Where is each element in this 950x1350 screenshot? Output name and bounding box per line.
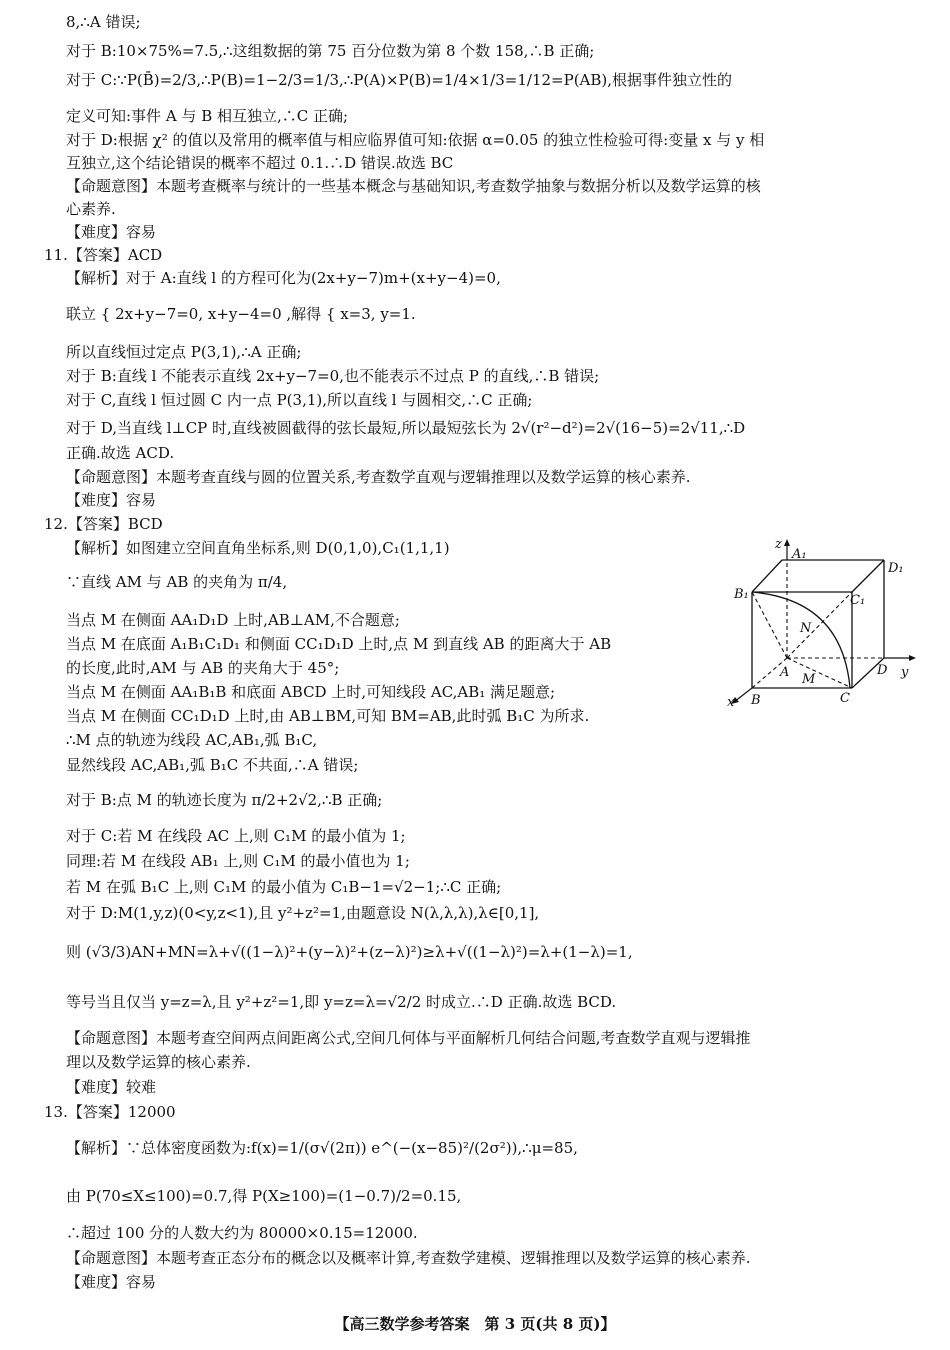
text-line: 若 M 在弧 B₁C 上,则 C₁M 的最小值为 C₁B−1=√2−1;∴C 正确; xyxy=(66,878,502,896)
page-footer: 【高三数学参考答案 第 3 页(共 8 页)】 xyxy=(334,1315,616,1333)
text-line: 【解析】如图建立空间直角坐标系,则 D(0,1,0),C₁(1,1,1) xyxy=(66,539,450,557)
text-line: 对于 B:直线 l 不能表示直线 2x+y−7=0,也不能表示不过点 P 的直线,∴B 错误; xyxy=(66,367,600,385)
figure-label: C₁ xyxy=(850,593,866,608)
text-line: 联立 { 2x+y−7=0, x+y−4=0 ,解得 { x=3, y=1. xyxy=(66,305,416,323)
text-line: 【解析】∵总体密度函数为:f(x)=1/(σ√(2π)) e^(−(x−85)²/(2σ²)),∴μ=85, xyxy=(66,1139,578,1157)
figure-label: B xyxy=(751,693,761,708)
text-line: ∵直线 AM 与 AB 的夹角为 π/4, xyxy=(66,573,288,591)
text-line: 【解析】对于 A:直线 l 的方程可化为(2x+y−7)m+(x+y−4)=0, xyxy=(66,269,501,287)
text-line: 则 (√3/3)AN+MN=λ+√((1−λ)²+(y−λ)²+(z−λ)²)≥λ+√((1−λ)²)=λ+(1−λ)=1, xyxy=(66,943,633,961)
figure-label: z xyxy=(775,537,782,552)
text-line: 显然线段 AC,AB₁,弧 B₁C 不共面,∴A 错误; xyxy=(66,756,359,774)
answer-heading: 12.【答案】BCD xyxy=(44,515,163,533)
text-line: 当点 M 在侧面 AA₁D₁D 上时,AB⊥AM,不合题意; xyxy=(66,611,400,629)
text-line: 对于 D:根据 χ² 的值以及常用的概率值与相应临界值可知:依据 α=0.05 的独立性检验可得:变量 x 与 y 相 xyxy=(66,131,765,149)
difficulty-line: 【难度】容易 xyxy=(66,1273,157,1291)
text-line: 由 P(70≤X≤100)=0.7,得 P(X≥100)=(1−0.7)/2=0.15, xyxy=(66,1187,462,1205)
difficulty-line: 【难度】容易 xyxy=(66,223,157,241)
cube-figure xyxy=(722,530,918,714)
intent-line: 【命题意图】本题考查空间两点间距离公式,空间几何体与平面解析几何结合问题,考查数学直观与逻辑推 xyxy=(66,1029,751,1047)
figure-label: y xyxy=(901,665,909,680)
figure-label: D xyxy=(877,663,888,678)
text-line: 对于 D:M(1,y,z)(0<y,z<1),且 y²+z²=1,由题意设 N(λ,λ,λ),λ∈[0,1], xyxy=(66,904,540,922)
text-line: 当点 M 在侧面 CC₁D₁D 上时,由 AB⊥BM,可知 BM=AB,此时弧 B₁C 为所求. xyxy=(66,707,590,725)
figure-label: D₁ xyxy=(888,561,904,576)
text-line: ∴超过 100 分的人数大约为 80000×0.15=12000. xyxy=(66,1224,418,1242)
text-line: 定义可知:事件 A 与 B 相互独立,∴C 正确; xyxy=(66,107,349,125)
figure-label: A₁ xyxy=(792,547,807,562)
answer-heading: 11.【答案】ACD xyxy=(44,246,163,264)
text-line: 当点 M 在侧面 AA₁B₁B 和底面 ABCD 上时,可知线段 AC,AB₁ 满足题意; xyxy=(66,683,556,701)
figure-label: A xyxy=(780,665,790,680)
text-line: 等号当且仅当 y=z=λ,且 y²+z²=1,即 y=z=λ=√2/2 时成立.∴D 正确.故选 BCD. xyxy=(66,993,617,1011)
figure-label: N xyxy=(800,621,812,636)
text-line: ∴M 点的轨迹为线段 AC,AB₁,弧 B₁C, xyxy=(66,731,318,749)
text-line: 当点 M 在底面 A₁B₁C₁D₁ 和侧面 CC₁D₁D 上时,点 M 到直线 AB 的距离大于 AB xyxy=(66,635,612,653)
text-line: 对于 B:点 M 的轨迹长度为 π/2+2√2,∴B 正确; xyxy=(66,791,383,809)
text-line: 同理:若 M 在线段 AB₁ 上,则 C₁M 的最小值也为 1; xyxy=(66,852,410,870)
figure-label: M xyxy=(802,672,816,687)
text-line: 对于 B:10×75%=7.5,∴这组数据的第 75 百分位数为第 8 个数 158,∴B 正确; xyxy=(66,42,595,60)
text-line: 所以直线恒过定点 P(3,1),∴A 正确; xyxy=(66,343,302,361)
text-line: 互独立,这个结论错误的概率不超过 0.1.∴D 错误.故选 BC xyxy=(66,154,454,172)
figure-label: C xyxy=(840,691,850,706)
intent-line: 【命题意图】本题考查正态分布的概念以及概率计算,考查数学建模、逻辑推理以及数学运算的核心素养. xyxy=(66,1249,751,1267)
text-line: 8,∴A 错误; xyxy=(66,13,141,31)
text-line: 正确.故选 ACD. xyxy=(66,444,175,462)
figure-label: B₁ xyxy=(734,587,749,602)
intent-line: 【命题意图】本题考查直线与圆的位置关系,考查数学直观与逻辑推理以及数学运算的核心素养. xyxy=(66,468,691,486)
difficulty-line: 【难度】较难 xyxy=(66,1078,157,1096)
text-line: 对于 C:若 M 在线段 AC 上,则 C₁M 的最小值为 1; xyxy=(66,827,406,845)
intent-line: 【命题意图】本题考查概率与统计的一些基本概念与基础知识,考查数学抽象与数据分析以及数学运算的核 xyxy=(66,177,761,195)
text-line: 心素养. xyxy=(66,200,116,218)
text-line: 对于 C,直线 l 恒过圆 C 内一点 P(3,1),所以直线 l 与圆相交,∴C 正确; xyxy=(66,391,533,409)
text-line: 理以及数学运算的核心素养. xyxy=(66,1053,251,1071)
difficulty-line: 【难度】容易 xyxy=(66,491,157,509)
figure-label: x xyxy=(727,695,735,710)
text-line: 对于 D,当直线 l⊥CP 时,直线被圆截得的弦长最短,所以最短弦长为 2√(r²−d²)=2√(16−5)=2√11,∴D xyxy=(66,419,746,437)
text-line: 的长度,此时,AM 与 AB 的夹角大于 45°; xyxy=(66,659,340,677)
answer-heading: 13.【答案】12000 xyxy=(44,1103,176,1121)
text-line: 对于 C:∵P(B̄)=2/3,∴P(B)=1−2/3=1/3,∴P(A)×P(B)=1/4×1/3=1/12=P(AB),根据事件独立性的 xyxy=(66,71,733,89)
